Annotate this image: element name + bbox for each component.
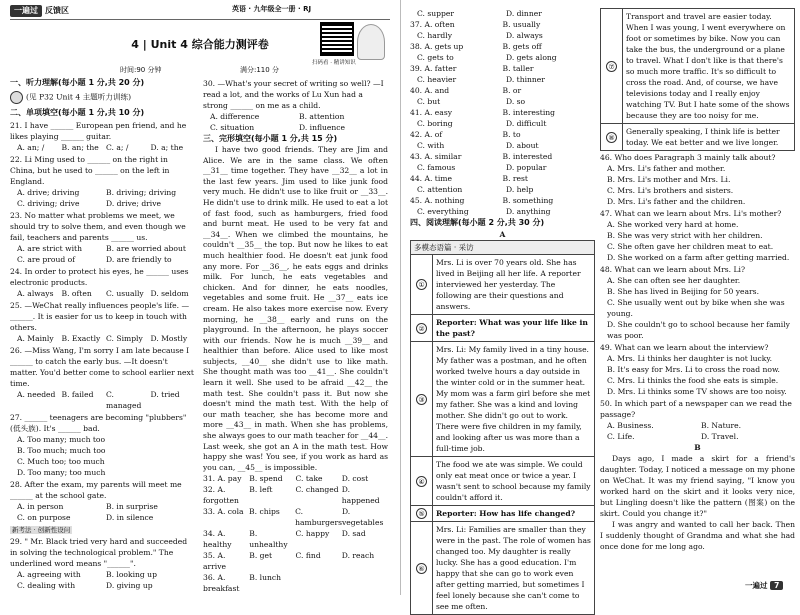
option[interactable]: 35. A. arrive <box>203 551 227 572</box>
option[interactable]: B. something <box>502 196 554 205</box>
option-row <box>410 19 595 30</box>
option[interactable]: A. are strict with <box>17 244 82 253</box>
listening-note: (见 P32 Unit 4 主题听力训练) <box>26 92 132 102</box>
option[interactable]: 43. A. similar <box>410 152 462 161</box>
option[interactable]: D. cost <box>341 474 369 484</box>
option[interactable]: D. help <box>506 185 534 194</box>
option[interactable]: C. She often gave her children meat to eat. <box>607 242 774 251</box>
row-number-cell <box>601 9 623 124</box>
row-number: ⑦ <box>606 61 617 72</box>
option-row <box>203 550 388 572</box>
option[interactable]: D. popular <box>506 163 547 172</box>
option[interactable]: C. a; / <box>106 143 129 152</box>
mascot-icon <box>357 24 385 60</box>
option[interactable]: A. an; / <box>17 143 45 152</box>
option[interactable]: D. about <box>506 141 539 150</box>
option[interactable]: C. Mrs. Li thinks the food she eats is simple. <box>607 376 779 385</box>
cloze-options-continued <box>410 19 595 217</box>
option[interactable]: B. to <box>502 130 521 139</box>
option[interactable]: A. Business. <box>607 421 654 430</box>
option[interactable]: B. interesting <box>502 108 556 117</box>
row-text: Reporter: What was your life like in the past? <box>433 315 595 342</box>
option[interactable]: D. dinner <box>506 9 542 18</box>
option[interactable] <box>296 572 342 594</box>
option-row <box>410 118 595 129</box>
option[interactable]: C. Mrs. Li's brothers and sisters. <box>607 186 734 195</box>
option[interactable]: B. It's easy for Mrs. Li to cross the road now. <box>607 365 780 374</box>
row-text: Transport and travel are easier today. When I was young, I went everywhere on foot or sometimes by bike. Now you can take the bus, the underground or a plane to travel. What I don't like is that there's so much more traffic. It's so difficult to cross the road. And, of course, we have televisions today and I really enjoy watching TV. But I hate some of the shows because they are too noisy for me. <box>623 9 795 124</box>
option[interactable]: D. influence <box>299 123 346 132</box>
option[interactable]: B. attention <box>299 112 345 121</box>
row-text: Mrs. Li: My family lived in a tiny house. My father was a postman, and he often worked twelve hours a day outside in the winter cold or in the summer heat. My mom was a farm girl before she met my father. She was a kind and loving mother. She didn't go out to work. There were five children in my family, and looking after us was more than a full-time job. <box>433 342 595 457</box>
option-row <box>410 30 595 41</box>
option-row <box>410 184 595 195</box>
option[interactable]: D. Too many; too much <box>17 468 106 477</box>
option[interactable]: D. in silence <box>106 513 154 522</box>
option[interactable]: B. rest <box>502 174 528 183</box>
option[interactable]: B. looking up <box>106 570 157 579</box>
option[interactable]: B. unhealthy <box>249 529 288 550</box>
right-column <box>203 77 388 594</box>
row-text: Mrs. Li is over 70 years old. She has lived in Beijing all her life. A reporter interviewed her yesterday. The following are their questions and answers. <box>433 255 595 315</box>
option[interactable]: D. Mostly <box>150 334 188 343</box>
question: 49. What can we learn about the interview? <box>600 343 769 352</box>
reading-column-2 <box>600 8 795 552</box>
question: 26. —Miss Wang, I'm sorry I am late because I ______ to catch the early bus. —It doesn't matter. You'd better come to school earlier next time. <box>10 346 194 388</box>
question: 48. What can we learn about Mrs. Li? <box>600 265 746 274</box>
option-row <box>600 420 795 442</box>
option[interactable]: B. taller <box>502 64 534 73</box>
table-row <box>411 506 595 522</box>
option-row <box>410 85 595 96</box>
footer <box>745 580 783 591</box>
option[interactable]: B. lunch <box>249 573 282 583</box>
option[interactable]: A. She can often see her daughter. <box>607 276 741 285</box>
question: 23. No matter what problems we meet, we should try to solve them, and even though we fail, teachers and parents ______ us. <box>10 211 186 242</box>
option[interactable]: B. Exactly <box>61 334 101 343</box>
section-heading: 三、完形填空(每小题 1 分,共 15 分) <box>203 134 338 143</box>
option-row <box>410 195 595 206</box>
option[interactable]: C. changed <box>295 485 339 495</box>
option[interactable]: B. usually <box>502 20 541 29</box>
option[interactable]: C. famous <box>417 163 456 172</box>
option[interactable]: D. vegetables <box>341 507 384 528</box>
option[interactable]: A. drive; driving <box>17 188 80 197</box>
row-number-cell <box>411 255 433 315</box>
option[interactable]: B. an; the <box>61 143 99 152</box>
option-row <box>410 96 595 107</box>
option-row <box>410 41 595 52</box>
option[interactable]: C. but <box>417 97 441 106</box>
option[interactable]: D. She couldn't go to school because her family was poor. <box>607 320 790 340</box>
option-row <box>410 173 595 184</box>
row-number: ① <box>416 279 427 290</box>
option[interactable]: C. with <box>417 141 445 150</box>
option[interactable]: B. Nature. <box>701 421 742 430</box>
question: 22. Li Ming used to ______ on the right in China, but he used to ______ on the left in England. <box>10 155 170 186</box>
option[interactable]: 45. A. nothing <box>410 196 465 205</box>
option[interactable]: 41. A. easy <box>410 108 453 117</box>
question: 47. What can we learn about Mrs. Li's mother? <box>600 209 782 218</box>
question: 28. After the exam, my parents will meet me ______ at the school gate. <box>10 480 182 500</box>
qr-caption: 扫码看 · 精讲知识 <box>312 60 356 66</box>
question: 30. —What's your secret of writing so well? —I read a lot, and the works of Lu Xun had a strong ______ on me as a child. <box>203 79 384 110</box>
option[interactable]: B. often <box>61 289 92 298</box>
option[interactable]: D. tried <box>150 390 180 399</box>
option[interactable]: C. situation <box>210 123 255 132</box>
option[interactable]: C. hardly <box>417 31 452 40</box>
row-text: Generally speaking, I think life is better today. We eat better and we live longer. <box>623 124 795 151</box>
option[interactable]: C. managed <box>106 390 142 410</box>
option-row <box>410 151 595 162</box>
option[interactable]: D. always <box>506 31 543 40</box>
option[interactable]: D. Travel. <box>701 432 739 441</box>
section-heading: 四、阅读理解(每小题 2 分,共 30 分) <box>410 218 545 227</box>
left-page <box>0 0 400 595</box>
table-row <box>411 255 595 315</box>
question: 46. Who does Paragraph 3 mainly talk about? <box>600 153 776 162</box>
row-number-cell <box>411 457 433 506</box>
option[interactable]: B. failed <box>61 390 94 399</box>
option-row <box>410 52 595 63</box>
option-row <box>410 107 595 118</box>
option[interactable]: B. get <box>249 551 273 561</box>
option[interactable]: C. take <box>295 474 323 484</box>
option[interactable]: B. spend <box>249 474 283 484</box>
option[interactable]: 36. A. breakfast <box>203 573 240 594</box>
option[interactable]: C. find <box>295 551 321 561</box>
reading-column-1 <box>410 8 595 615</box>
option[interactable] <box>342 572 388 594</box>
option[interactable]: A. She worked very hard at home. <box>607 220 739 229</box>
page-number: 7 <box>770 581 783 590</box>
section-heading: 一、听力理解(每小题 1 分,共 20 分) <box>10 78 145 87</box>
option[interactable]: 31. A. pay <box>203 474 242 484</box>
option[interactable]: A. agreeing with <box>17 570 81 579</box>
time-limit: 时间:90 分钟 <box>120 66 162 74</box>
option[interactable]: A. difference <box>210 112 260 121</box>
option[interactable]: D. anything <box>506 207 551 216</box>
table-row <box>411 342 595 457</box>
option[interactable]: C. attention <box>417 185 463 194</box>
divider <box>10 19 390 20</box>
option-row <box>203 528 388 550</box>
option[interactable]: D. seldom <box>150 289 189 298</box>
reading-questions <box>600 152 795 442</box>
qr-code-icon[interactable] <box>320 22 354 56</box>
option[interactable]: B. Mrs. Li's mother and Mrs. Li. <box>607 175 731 184</box>
option[interactable]: D. difficult <box>506 119 547 128</box>
option-row <box>203 484 388 506</box>
row-number: ④ <box>416 476 427 487</box>
table-row <box>411 457 595 506</box>
question: 24. In order to protect his eyes, he ______ uses electronic products. <box>10 267 189 287</box>
row-number: ⑧ <box>606 132 617 143</box>
book-meta: 英语 · 九年级全一册 · RJ <box>232 5 312 13</box>
option[interactable]: C. She usually went out by bike when she was young. <box>607 298 785 318</box>
option[interactable]: 32. A. forgotten <box>203 485 239 506</box>
option[interactable]: A. in person <box>17 502 64 511</box>
option-row <box>410 162 595 173</box>
option[interactable]: B. chips <box>249 507 280 517</box>
row-number: ⑥ <box>416 563 427 574</box>
option[interactable]: C. happy <box>295 529 330 539</box>
option[interactable]: 33. A. cola <box>203 507 244 517</box>
option[interactable]: C. driving; drive <box>17 199 80 208</box>
option[interactable]: D. reach <box>341 551 375 561</box>
option[interactable]: D. happened <box>341 485 380 506</box>
option-row <box>203 473 388 484</box>
option[interactable]: C. heavier <box>417 75 457 84</box>
option[interactable]: A. Mrs. Li thinks her daughter is not lucky. <box>607 354 773 363</box>
header-tab <box>10 4 69 17</box>
interview-table-continued <box>600 8 795 151</box>
tab-label: 反馈区 <box>45 6 69 15</box>
option[interactable]: A. always <box>17 289 54 298</box>
option[interactable]: C. everything <box>417 207 469 216</box>
row-number-cell <box>411 506 433 522</box>
row-number-cell <box>411 522 433 615</box>
option[interactable]: C. Simply <box>106 334 143 343</box>
option-row <box>203 506 388 528</box>
question-tag: 新考法 · 创新性设问 <box>12 526 71 534</box>
option[interactable]: B. She has lived in Beijing for 50 years. <box>607 287 759 296</box>
option[interactable]: C. hamburgers <box>295 507 342 528</box>
option[interactable]: A. Mainly <box>17 334 54 343</box>
option[interactable]: C. gets to <box>417 53 454 62</box>
option[interactable]: B. or <box>502 86 522 95</box>
option[interactable]: B. are worried about <box>106 244 186 253</box>
option[interactable]: D. are friendly to <box>106 255 172 264</box>
option[interactable]: B. left <box>249 485 273 495</box>
audio-cd-icon[interactable] <box>10 91 23 104</box>
option[interactable]: A. Too many; much too <box>17 435 106 444</box>
question: 29. " Mr. Black tried very hard and succeeded in solving the technological problem." The underlined word means "______". <box>10 537 188 568</box>
option[interactable]: 44. A. time <box>410 174 452 183</box>
passage-label: B <box>694 443 701 452</box>
option[interactable]: 37. A. often <box>410 20 455 29</box>
row-number: ③ <box>416 394 427 405</box>
passage-b: Days ago, I made a skirt for a friend's daughter. Today, I noticed a message on my phone on WeChat. It was my friend saying, "I know you worked hard on the skirt and it looks very nice, but Lingling doesn't like the pattern (图案) on the skirt. Could you change it?" <box>600 454 795 518</box>
table-row <box>411 522 595 615</box>
question: 27. ______ teenagers are becoming "plubbers" (低头族). It's ______ bad. <box>10 413 187 433</box>
interview-table <box>410 254 595 615</box>
option[interactable]: D. She worked on a farm after getting married. <box>607 253 790 262</box>
option[interactable]: D. Mrs. Li thinks some TV shows are too noisy. <box>607 387 787 396</box>
option[interactable]: C. Much too; too much <box>17 457 105 466</box>
option-row <box>410 63 595 74</box>
option[interactable]: D. drive; drive <box>106 199 162 208</box>
row-text: Reporter: How has life changed? <box>433 506 595 522</box>
table-row <box>601 9 795 124</box>
option[interactable]: D. sad <box>341 529 366 539</box>
passage-b: I was angry and wanted to call her back. Then I suddenly thought of Grandma and what she had once done for me long ago. <box>600 520 795 551</box>
option[interactable]: C. on purpose <box>17 513 71 522</box>
row-number: ⑤ <box>416 508 427 519</box>
option[interactable]: D. thinner <box>506 75 545 84</box>
row-number-cell <box>411 315 433 342</box>
option[interactable]: D. a; the <box>150 143 184 152</box>
option[interactable]: C. usually <box>106 289 144 298</box>
option[interactable]: D. gets along <box>506 53 557 62</box>
table-row <box>601 124 795 151</box>
option[interactable]: D. so <box>506 97 526 106</box>
section-heading: 二、单项填空(每小题 1 分,共 10 分) <box>10 108 145 117</box>
option[interactable]: B. She was very strict with her children. <box>607 231 763 240</box>
option[interactable]: B. gets off <box>502 42 542 51</box>
option[interactable]: A. needed <box>17 390 56 399</box>
option[interactable]: 34. A. healthy <box>203 529 232 550</box>
row-number-cell <box>411 342 433 457</box>
option[interactable]: 40. A. and <box>410 86 450 95</box>
option-row <box>410 206 595 217</box>
option[interactable]: 38. A. gets up <box>410 42 464 51</box>
option[interactable]: A. Mrs. Li's father and mother. <box>607 164 726 173</box>
table-row <box>411 315 595 342</box>
page-title: 4 | Unit 4 综合能力测评卷 <box>131 38 269 51</box>
cloze-passage: I have two good friends. They are Jim and Alice. We are in the same class. We often __31__ time together. They have __32__ a lot in the last few years. Jim used to like junk food very much. He didn't use to like fruit or __33__. He didn't use to drink milk. He used to eat a lot of fast food, such as hamburgers, fried food and burnt meat. He used to be very fat and __34__. When we climbed the mountains, he couldn't __35__ the top. But now he likes to eat much healthier food. He doesn't eat junk food any more. For __36__, he eats eggs and drinks milk. For lunch, he eats vegetables and chicken. And for dinner, he eats noodles, vegetables and some fruit. He __37__ eats ice cream. He also takes more exercise now. Every morning, he __38__ early and runs on the playground. In the afternoon, he plays soccer with our friends. Now he is much __39__ and healthier than before. Alice used to like most subjects, __40__ she didn't use to like math. She thought math was too __41__. She couldn't learn it well. She used to be afraid __42__ the math test. She couldn't pass it. But now she doesn't mind the math test. With the help of our math teacher, she has become more and more __43__ in math. When she has problems, she always goes to our math teacher for __44__. Last week, she got an A in the math test. How happy she was! You see, if you work as hard as you can, __45__ is impossible. <box>203 145 388 472</box>
option[interactable]: C. boring <box>417 119 453 128</box>
option[interactable]: D. Mrs. Li's father and the children. <box>607 197 746 206</box>
row-number: ② <box>416 323 427 334</box>
option[interactable]: B. in surprise <box>106 502 158 511</box>
passage-label: A <box>499 230 506 239</box>
question: 25. —WeChat really influences people's life. —______. It is easier for us to keep in touch with others. <box>10 301 190 332</box>
option[interactable]: 42. A. of <box>410 130 443 139</box>
option-row <box>410 74 595 85</box>
option[interactable]: C. supper <box>417 9 455 18</box>
row-number-cell <box>601 124 623 151</box>
option[interactable]: C. are proud of <box>17 255 76 264</box>
left-column <box>10 77 195 591</box>
option[interactable]: B. interested <box>502 152 553 161</box>
option-row <box>410 129 595 140</box>
option[interactable]: D. giving up <box>106 581 153 590</box>
option[interactable]: B. driving; driving <box>106 188 177 197</box>
option[interactable]: C. Life. <box>607 432 635 441</box>
footer-brand: 一遍过 <box>745 581 768 590</box>
brand-logo: 一遍过 <box>10 5 42 17</box>
question: 50. In which part of a newspaper can we read the passage? <box>600 399 792 419</box>
option-row <box>203 572 388 594</box>
table-tag: 多模态语篇 · 采访 <box>410 240 595 254</box>
row-text: Mrs. Li: Families are smaller than they were in the past. The role of women has changed too. My daughter is really lucky. She has a good education. I'm happy that she can go to work even after getting married, but sometimes I feel lonely because she can't come to see me often. <box>433 522 595 615</box>
option[interactable]: C. dealing with <box>17 581 76 590</box>
option[interactable]: 39. A. fatter <box>410 64 457 73</box>
full-score: 满分:110 分 <box>240 66 279 74</box>
question: 21. I have ______ European pen friend, and he likes playing ______ guitar. <box>10 121 187 141</box>
row-text: The food we ate was simple. We could only eat meat once or twice a year. I wasn't sent to school because my family couldn't afford it. <box>433 457 595 506</box>
option[interactable]: B. Too much; much too <box>17 446 106 455</box>
option-row <box>410 140 595 151</box>
cloze-options <box>203 473 388 594</box>
